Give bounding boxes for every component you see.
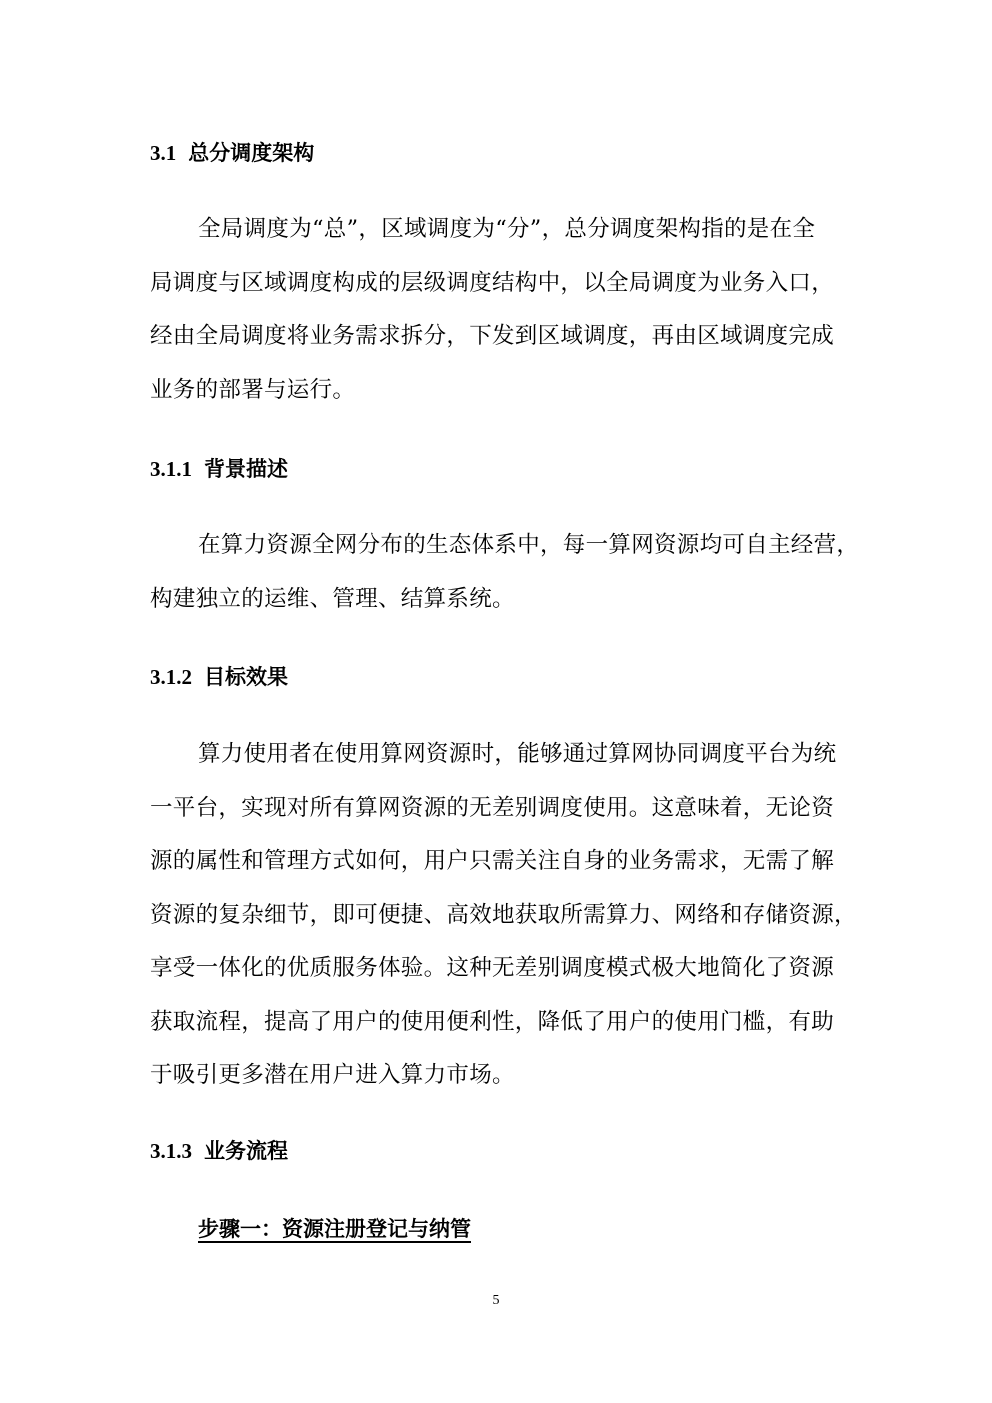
section-heading-3-1	[150, 139, 314, 167]
paragraph-3-1	[150, 203, 850, 417]
paragraph-line: 享受一体化的优质服务体验。这种无差别调度模式极大地简化了资源	[150, 955, 835, 981]
section-number: 3.1.3	[150, 1139, 192, 1163]
section-heading-3-1-1	[150, 455, 288, 483]
paragraph-line: 算力使用者在使用算网资源时，能够通过算网协同调度平台为统	[198, 741, 837, 767]
section-heading-3-1-3	[150, 1137, 288, 1165]
paragraph-line: 于吸引更多潜在用户进入算力市场。	[150, 1062, 515, 1088]
section-title: 目标效果	[204, 665, 288, 689]
section-heading-3-1-2	[150, 663, 288, 691]
section-title: 业务流程	[204, 1139, 288, 1163]
paragraph-line: 局调度与区域调度构成的层级调度结构中，以全局调度为业务入口，	[150, 269, 835, 296]
paragraph-line: 一平台，实现对所有算网资源的无差别调度使用。这意味着，无论资	[150, 794, 835, 821]
paragraph-line: 资源的复杂细节，即可便捷、高效地获取所需算力、网络和存储资源，	[150, 901, 857, 928]
section-title: 总分调度架构	[188, 141, 315, 165]
step-one-heading: 步骤一：资源注册登记与纳管	[198, 1217, 471, 1241]
section-number: 3.1	[150, 141, 177, 165]
paragraph-3-1-1	[150, 519, 860, 626]
paragraph-line: 业务的部署与运行。	[150, 376, 356, 403]
paragraph-line: 构建独立的运维、管理、结算系统。	[150, 585, 515, 612]
paragraph-line: 在算力资源全网分布的生态体系中，每一算网资源均可自主经营，	[198, 532, 860, 558]
section-title: 背景描述	[204, 457, 288, 481]
paragraph-line: 全局调度为“总”，区域调度为“分”，总分调度架构指的是在全	[198, 216, 816, 242]
section-number: 3.1.2	[150, 665, 192, 689]
paragraph-line: 经由全局调度将业务需求拆分，下发到区域调度，再由区域调度完成	[150, 323, 835, 349]
paragraph-line: 源的属性和管理方式如何，用户只需关注自身的业务需求，无需了解	[150, 848, 835, 874]
section-number: 3.1.1	[150, 457, 192, 481]
page-number: 5	[492, 1293, 500, 1308]
paragraph-3-1-2	[150, 728, 857, 1103]
paragraph-line: 获取流程，提高了用户的使用便利性，降低了用户的使用门槛，有助	[150, 1008, 835, 1035]
